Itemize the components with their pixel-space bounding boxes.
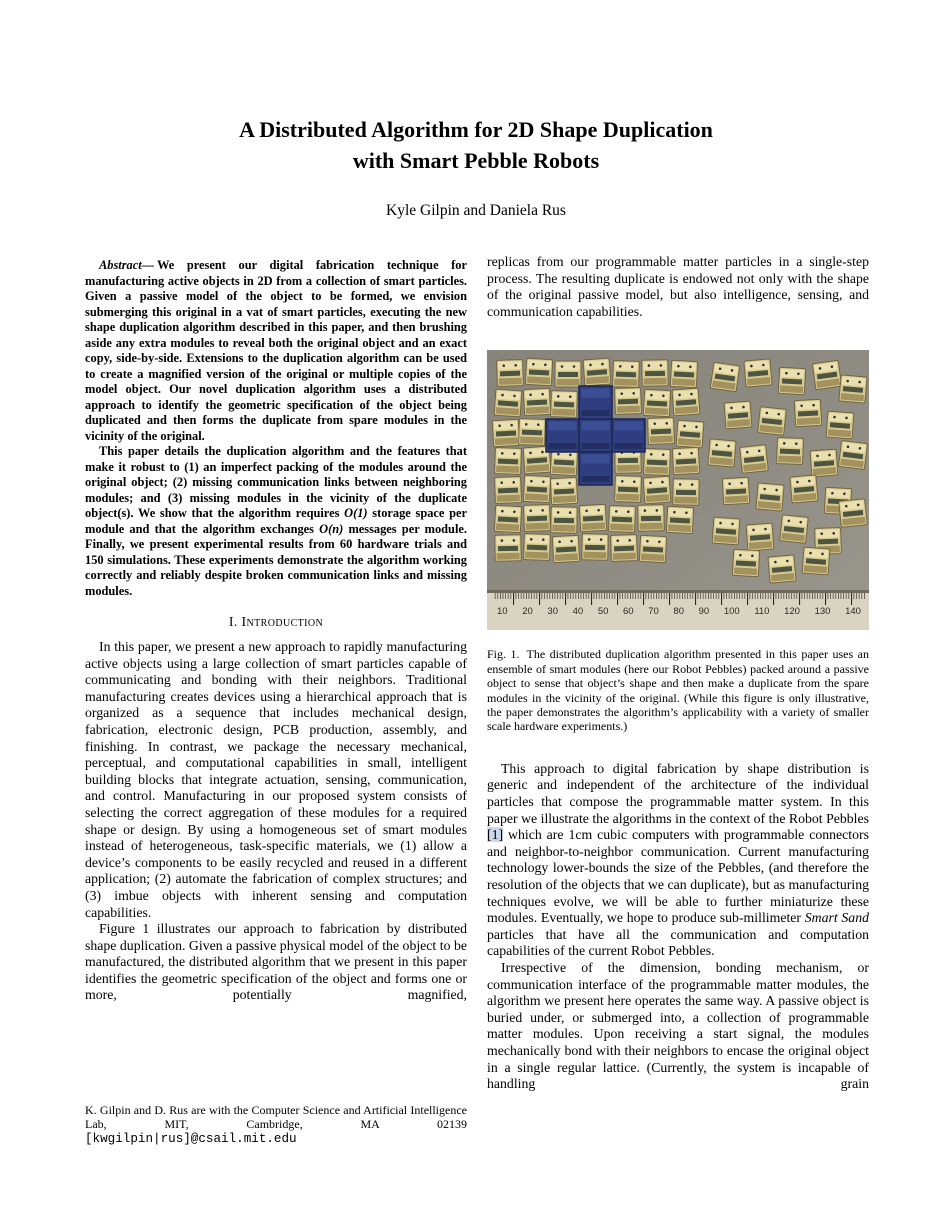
section-heading-text: I. Introduction bbox=[228, 614, 324, 629]
continuation-paragraph: replicas from our programmable matter particles in a single-step process. The resulting duplicate is endowed not only with the shape of the original passive model, but also intelligence, sensing, and communication capabilities. bbox=[487, 254, 869, 319]
abstract-text-2b: storage space per module and that the algorithm exchanges bbox=[85, 506, 468, 536]
figure-1-caption bbox=[487, 647, 869, 733]
ruler-number: 80 bbox=[673, 606, 684, 618]
ruler-number: 50 bbox=[597, 606, 609, 618]
ruler-number: 40 bbox=[572, 606, 584, 618]
left-column bbox=[85, 258, 467, 1004]
figure-1-photo bbox=[487, 350, 869, 630]
right-paragraph-1 bbox=[487, 761, 869, 960]
right-p1-text-b: which are 1cm cubic computers with programmable connectors and neighbor-to-neighbor communication. Current manufacturing technology lower-bounds the size of the Pebbles, (and therefore the resolution of the objects that we can duplicate), but as manufacturing techniques evolve, we will be able to further miniaturize these modules. Eventually, we hope to produce sub-millimeter bbox=[487, 827, 869, 926]
abstract-text-1: We present our digital fabrication technique for manufacturing active objects in 2D from a collection of smart particles. Given a passive model of the object to be formed, we envision submerging this original in a vat of smart particles, executing the new shape duplication algorithm described in this paper, and then brushing aside any extra modules to reveal both the original object and an exact copy, side-by-side. Extensions to the duplication algorithm can be used to create a magnified version of the original or multiple copies of the model object. Our novel duplication algorithm uses a distributed approach to identify the geometric specification of the object being duplicated and then forms the duplicate from spare modules in the vicinity of the original. bbox=[85, 258, 467, 443]
intro-paragraph-1: In this paper, we present a new approach to rapidly manufacturing active objects using a large collection of smart particles capable of communicating and bonding with their neighbors. Traditional manufacturing creates devices using a hierarchical approach that is organized as a sequence that includes mechanical design, fabrication, electronic design, PCB production, assembly, and finishing. In contrast, we package the necessary mechanical, perceptual, and computational capabilities in small, intelligent building blocks that integrate actuation, sensing, communication, and control. Manufacturing in our proposed system consists of selecting the correct aggregation of these modules for a required shape or design. By using a homogeneous set of smart modules instead of heterogeneous, task-specific materials, we (1) allow a device’s components to be easily recycled and reused in a different application; (2) automate the fabrication of complex structures; and (3) imbue objects with inherent sensing and computation capabilities. bbox=[85, 639, 467, 920]
ruler-number: 30 bbox=[547, 606, 558, 618]
author-email: [kwgilpin|rus]@csail.mit.edu bbox=[85, 1132, 297, 1147]
math-big-o-n: O(n) bbox=[319, 521, 344, 536]
abstract-paragraph-2 bbox=[85, 444, 467, 599]
right-p1-text-c: particles that have all the communication and computation capabilities of the current Robot Pebbles. bbox=[487, 926, 869, 959]
right-paragraph-2: Irrespective of the dimension, bonding mechanism, or communication interface of the programmable matter modules, the algorithm we present here operates the same way. A passive object is buried under, or submerged into, a collection of programmable matter modules. Upon receiving a start signal, the modules mechanically bond with their neighbors to encase the original object in a single regular lattice. (Currently, the system is incapable of handling grain bbox=[487, 959, 869, 1092]
ruler-number: 110 bbox=[754, 606, 770, 618]
ruler-number: 90 bbox=[698, 606, 710, 618]
ruler-number: 120 bbox=[784, 606, 800, 618]
figure-caption-text: The distributed duplication algorithm presented in this paper uses an ensemble of smart modules (here our Robot Pebbles) packed around a passive object to sense that object’s shape and then make a duplicate from the spare modules in the vicinity of the original. (While this figure is only illustrative, the paper demonstrates the algorithm’s applicability with a variety of smaller scale hardware experiments.) bbox=[487, 647, 869, 734]
ruler-number: 70 bbox=[648, 606, 659, 618]
author-footnote bbox=[85, 1103, 467, 1147]
ruler-number: 20 bbox=[522, 606, 533, 618]
figure-caption-label: Fig. 1. bbox=[487, 647, 520, 662]
abstract-label: Abstract— bbox=[99, 258, 155, 272]
abstract-text-2a: This paper details the duplication algorithm and the features that make it robust to (1) an imperfect packing of the modules around the original object; (2) missing communication links between neighboring modules; and (3) missing modules in the vicinity of the duplicate object(s). We show that the algorithm requires bbox=[85, 444, 467, 520]
section-heading-introduction bbox=[85, 614, 467, 630]
math-big-o-1: O(1) bbox=[344, 506, 368, 520]
ruler-number: 60 bbox=[623, 606, 634, 618]
right-column bbox=[487, 254, 869, 1093]
paper-title-line-2: with Smart Pebble Robots bbox=[352, 148, 600, 173]
author-affiliation: K. Gilpin and D. Rus are with the Computer Science and Artificial Intelligence Lab, MIT, Cambridge, MA 02139 bbox=[85, 1103, 467, 1132]
citation-link-1[interactable]: [1] bbox=[487, 827, 504, 843]
paper-title-line-1: A Distributed Algorithm for 2D Shape Duplication bbox=[239, 117, 713, 142]
right-p1-text-a: This approach to digital fabrication by shape distribution is generic and independent of the architecture of the individual particles that compose the programmable matter system. In this paper we illustrate the algorithms in the context of the Robot Pebbles bbox=[487, 760, 870, 826]
smart-sand-emphasis: Smart Sand bbox=[804, 910, 869, 926]
title-block bbox=[0, 114, 952, 220]
pebbles-photo-illustration bbox=[487, 350, 869, 630]
abstract-paragraph-1 bbox=[85, 258, 467, 444]
ruler-number: 130 bbox=[814, 606, 831, 618]
intro-paragraph-2: Figure 1 illustrates our approach to fabrication by distributed shape duplication. Given a passive physical model of the object to be manufactured, the distributed algorithm that we present in this paper identifies the geometric specification of the object and forms one or more, potentially magnified, bbox=[85, 921, 467, 1003]
figure-1 bbox=[487, 350, 869, 733]
ruler-number: 140 bbox=[845, 606, 861, 618]
ruler-number: 100 bbox=[723, 606, 740, 618]
paper-title bbox=[0, 114, 952, 176]
ruler-number: 10 bbox=[497, 606, 508, 618]
paper-authors: Kyle Gilpin and Daniela Rus bbox=[386, 202, 566, 219]
abstract-text-2c: messages per module. Finally, we present experimental results from 60 hardware trials and 150 simulations. These experiments demonstrate the algorithm working correctly and reliably despite broken communication links and missing modules. bbox=[85, 521, 467, 598]
